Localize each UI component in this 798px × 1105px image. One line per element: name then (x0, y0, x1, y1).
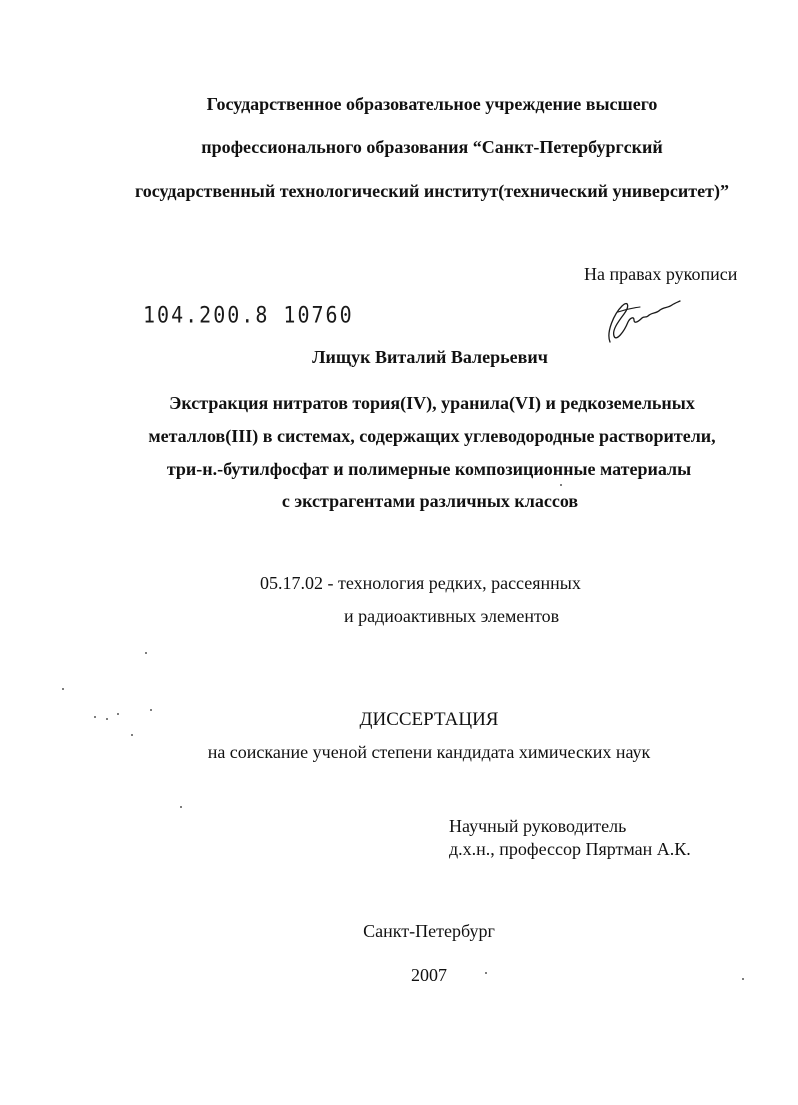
scan-speck (150, 709, 152, 711)
scan-speck (485, 972, 487, 974)
thesis-title-line-1: Экстракция нитратов тория(IV), уранила(VI) и редкоземельных (169, 393, 695, 413)
specialty-code-line-2: и радиоактивных элементов (344, 606, 560, 626)
advisor-name: д.х.н., профессор Пяртман А.К. (449, 839, 691, 859)
thesis-title-line-2: металлов(III) в системах, содержащих углеводородные растворители, (148, 426, 716, 446)
thesis-title-line-4: с экстрагентами различных классов (281, 491, 579, 511)
handwritten-signature (600, 292, 682, 348)
city: Санкт-Петербург (363, 921, 495, 941)
scan-speck (742, 978, 744, 980)
scan-speck (62, 688, 64, 690)
scan-speck (145, 652, 147, 654)
author-name: Лищук Виталий Валерьевич (312, 347, 548, 367)
specialty-code-line-1: 05.17.02 - технология редких, рассеянных (260, 573, 581, 593)
scan-speck (94, 716, 96, 718)
scan-speck (560, 484, 562, 486)
institution-line-3: государственный технологический институт(технический университет)” (135, 181, 729, 201)
scan-speck (117, 713, 119, 715)
dissertation-heading: ДИССЕРТАЦИЯ (359, 709, 499, 730)
advisor-label: Научный руководитель (449, 816, 627, 836)
library-stamp-number: 104.200.8 10760 (143, 301, 354, 328)
scan-speck (180, 806, 182, 808)
dissertation-subheading: на соискание ученой степени кандидата химических наук (207, 742, 651, 762)
year: 2007 (411, 965, 447, 985)
institution-line-1: Государственное образовательное учреждение высшего (206, 94, 658, 114)
scan-speck (131, 734, 133, 736)
institution-line-2: профессионального образования “Санкт-Петербургский (201, 137, 663, 157)
scan-speck (106, 718, 108, 720)
thesis-title-line-3: три-н.-бутилфосфат и полимерные композиционные материалы (166, 459, 692, 479)
manuscript-rights-note: На правах рукописи (584, 264, 738, 284)
